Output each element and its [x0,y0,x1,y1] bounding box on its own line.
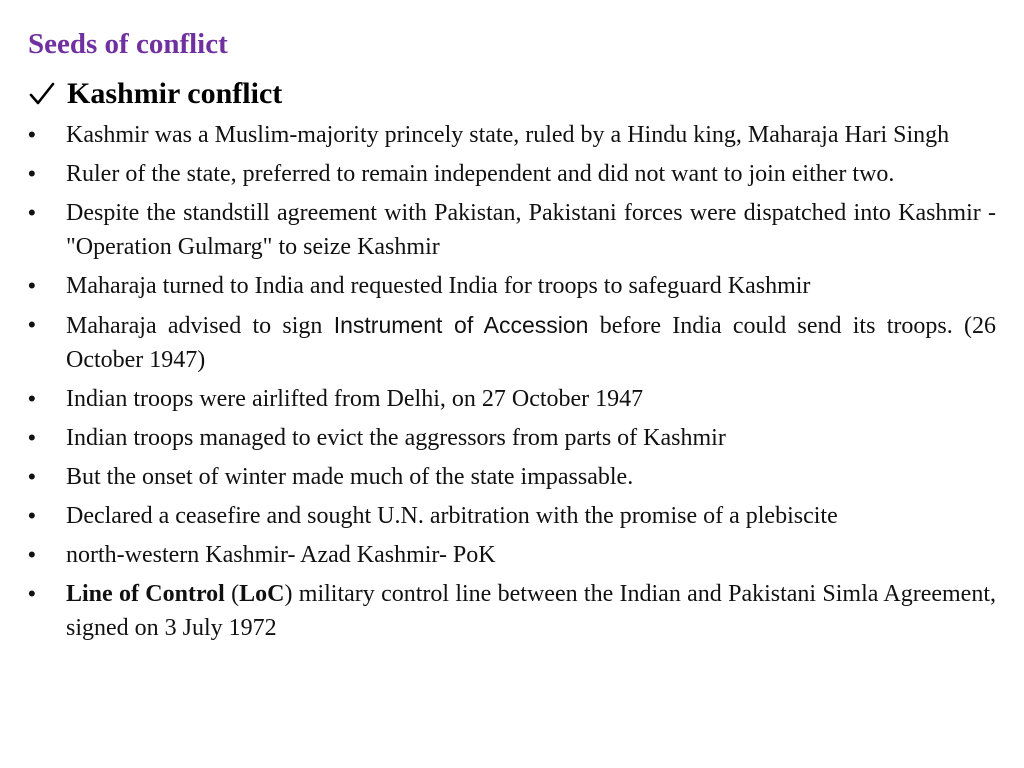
bullet-text-before: Maharaja advised to sign [66,313,334,339]
bullet-item [28,460,996,494]
bullet-text: But the onset of winter made much of the state impassable. [66,464,634,490]
bullet-item [28,196,996,264]
bullet-item [28,421,996,455]
bullet-text: Indian troops were airlifted from Delhi, on 27 October 1947 [66,386,644,412]
bullet-list [28,118,996,650]
bullet-dot: • [28,464,36,489]
bullet-dot: • [28,386,36,411]
bullet-dot: • [28,161,36,186]
bullet-text: Maharaja turned to India and requested India for troops to safeguard Kashmir [66,273,811,299]
bullet-item [28,157,996,191]
slide-title: Seeds of conflict [28,28,228,60]
line-of-control-text: Line of Control [66,581,225,607]
bullet-item [28,577,996,645]
bullet-item [28,499,996,533]
bullet-item [28,308,996,377]
bullet-text: Indian troops managed to evict the aggressors from parts of Kashmir [66,425,726,451]
bullet-dot: • [28,542,36,567]
bullet-item [28,382,996,416]
checkmark-icon [28,80,56,108]
bullet-dot: • [28,503,36,528]
bullet-text: Declared a ceasefire and sought U.N. arbitration with the promise of a plebiscite [66,503,838,529]
bullet-text-paren: ( [224,581,240,607]
subheading-text: Kashmir conflict [67,77,283,110]
bullet-dot: • [28,425,36,450]
bullet-text: Despite the standstill agreement with Pakistan, Pakistani forces were dispatched into Kashmir - "Operation Gulmarg" to seize Kashmir [66,200,996,260]
bullet-text: Ruler of the state, preferred to remain independent and did not want to join either two. [66,161,895,187]
bullet-text: Kashmir was a Muslim-majority princely state, ruled by a Hindu king, Maharaja Hari Singh [66,122,950,148]
bullet-dot: • [28,581,36,606]
subheading [28,74,282,114]
bullet-dot: • [28,122,36,147]
bullet-item [28,538,996,572]
bullet-text-after: before India could send its troops. (26 October 1947) [66,313,996,373]
bullet-dot: • [28,273,36,298]
loc-abbreviation-text: LoC [239,581,285,607]
bullet-dot: • [28,312,36,337]
bullet-text-accession [66,308,996,377]
bullet-item [28,269,996,303]
bullet-dot: • [28,200,36,225]
bullet-text-loc [66,577,996,645]
bullet-text: north-western Kashmir- Azad Kashmir- PoK [66,542,496,568]
bullet-text-rest: ) military control line between the Indian and Pakistani Simla Agreement, signed on 3 July 1972 [66,581,996,641]
bullet-item [28,118,996,152]
instrument-of-accession-text: Instrument of Accession [333,312,589,338]
